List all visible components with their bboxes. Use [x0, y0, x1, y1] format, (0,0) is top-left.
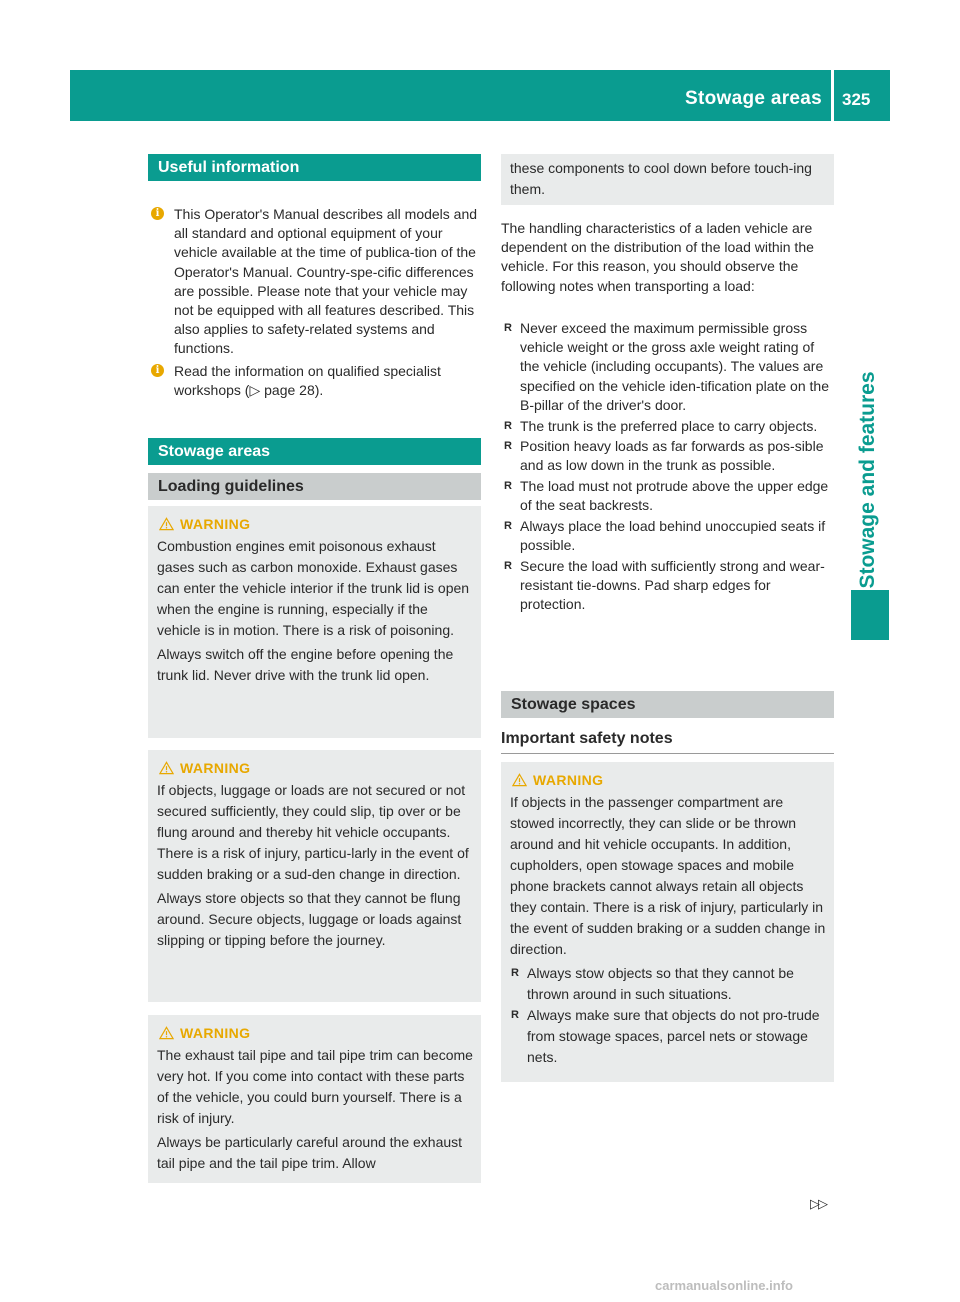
page-number: 325 — [842, 90, 871, 109]
footer-watermark: carmanualsonline.info — [655, 1278, 793, 1293]
warning-triangle-icon — [159, 761, 174, 775]
info-item-2 — [151, 362, 481, 400]
safety-notes-heading: Important safety notes — [501, 730, 834, 754]
warning-triangle-icon — [159, 517, 174, 531]
warning-header — [157, 514, 473, 534]
useful-info-heading: Useful information — [148, 154, 481, 181]
warning-header — [157, 758, 473, 778]
side-tab-marker — [851, 590, 889, 640]
list-item: R Always place the load behind unoccupied seats if possible. — [503, 517, 834, 555]
warning-text: Always be particularly careful around the exhaust tail pipe and the tail pipe trim. Allow — [157, 1134, 463, 1171]
info-icon: i — [151, 207, 164, 220]
safety-bullet-list — [510, 963, 826, 1068]
warning-triangle-icon — [159, 1026, 174, 1040]
warning-label: WARNING — [533, 771, 604, 788]
warning-text: Always switch off the engine before opening the trunk lid. Never drive with the trunk lid open. — [157, 646, 454, 683]
warning-box — [148, 1015, 481, 1183]
warning-box-continued — [501, 154, 834, 205]
info-text: Read the information on qualified specialist workshops (▷ page 28). — [174, 363, 441, 399]
header-divider — [831, 70, 834, 121]
warning-text: If objects, luggage or loads are not secured or not secured sufficiently, they could slip, tip over or be flung around and thereby hit vehicle occupants. There is a risk of injury, particu-larly in the event of sudden braking or a sud-den change in direction. — [157, 782, 469, 882]
stowage-spaces-heading: Stowage spaces — [501, 691, 834, 718]
warning-box — [501, 762, 834, 1082]
warning-box — [148, 750, 481, 1002]
list-item: R Always stow objects so that they cannot be thrown around in such situations. — [510, 963, 826, 1005]
warning-text: these components to cool down before touch-ing them. — [510, 160, 812, 197]
list-item: R Position heavy loads as far forwards as pos-sible and as low down in the trunk as possible. — [503, 437, 834, 475]
loading-intro: The handling characteristics of a laden vehicle are dependent on the distribution of the load within the vehicle. For this reason, you should observe the following notes when transporting a load: — [501, 220, 814, 294]
warning-label: WARNING — [180, 1024, 251, 1041]
warning-label: WARNING — [180, 515, 251, 532]
list-item: R Secure the load with sufficiently strong and wear-resistant tie-downs. Pad sharp edges for protection. — [503, 557, 834, 615]
warning-triangle-icon — [512, 773, 527, 787]
warning-text: The exhaust tail pipe and tail pipe trim can become very hot. If you come into contact with these parts of the vehicle, you could burn yourself. There is a risk of injury. — [157, 1047, 473, 1126]
warning-text: Always store objects so that they cannot be flung around. Secure objects, luggage or loads against slipping or tipping before the journey. — [157, 890, 462, 948]
continuation-arrows-icon: ▷▷ — [810, 1196, 826, 1211]
warning-label: WARNING — [180, 759, 251, 776]
loading-guidelines-heading: Loading guidelines — [148, 473, 481, 500]
stowage-areas-heading: Stowage areas — [148, 438, 481, 465]
section-title: Stowage areas — [685, 88, 822, 109]
list-item: R The trunk is the preferred place to carry objects. — [503, 417, 834, 436]
info-icon: i — [151, 364, 164, 377]
list-item: R The load must not protrude above the upper edge of the seat backrests. — [503, 477, 834, 515]
list-item: R Never exceed the maximum permissible gross vehicle weight or the gross axle weight rating of the vehicle (including occupants). The values are specified on the vehicle iden-tification plate on the B-pillar of the driver's door. — [503, 319, 834, 415]
info-text: This Operator's Manual describes all models and all standard and optional equipment of your vehicle available at the time of publica-tion of the Operator's Manual. Country-spe-cific differences are possible. Please note that your vehicle may not be equipped with all features described. This also applies to safety-related systems and functions. — [174, 206, 478, 357]
loading-bullet-list — [503, 319, 834, 616]
side-tab-label: Stowage and features — [856, 371, 879, 589]
info-item-1 — [151, 205, 481, 359]
warning-text: Combustion engines emit poisonous exhaust gases such as carbon monoxide. Exhaust gases can enter the vehicle interior if the trunk lid is open when the engine is running, especially if the vehicle is in motion. There is a risk of poisoning. — [157, 538, 470, 638]
warning-header — [157, 1023, 473, 1043]
list-item: R Always make sure that objects do not pro-trude from stowage spaces, parcel nets or stowage nets. — [510, 1005, 826, 1068]
warning-box — [148, 506, 481, 738]
warning-text: If objects in the passenger compartment are stowed incorrectly, they can slide or be thrown around and hit vehicle occupants. In addition, cupholders, open stowage spaces and mobile phone brackets cannot always retain all objects they contain. There is a risk of injury, particularly in the event of sudden braking or a sudden change in direction. — [510, 794, 826, 957]
warning-header — [510, 770, 826, 790]
